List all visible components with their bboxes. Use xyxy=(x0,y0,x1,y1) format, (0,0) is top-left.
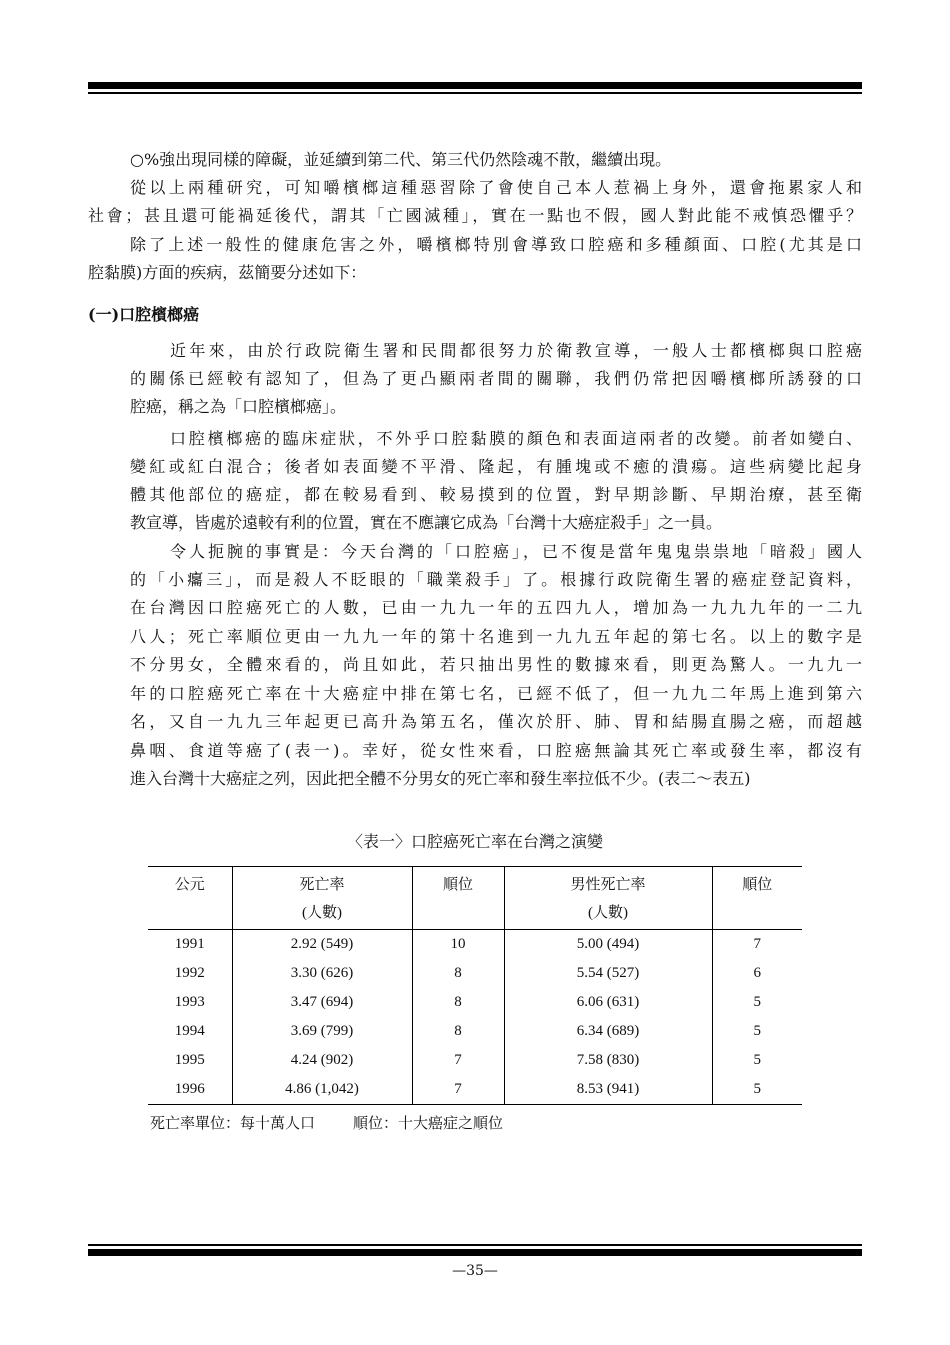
body-line: 社會；甚且還可能禍延後代，謂其「亡國滅種」，實在一點也不假，國人對此能不戒慎恐懼乎？ xyxy=(88,206,862,225)
cell-rank: 7 xyxy=(412,1046,504,1075)
mortality-table xyxy=(148,866,802,1105)
body-line: 從以上兩種研究，可知嚼檳榔這種惡習除了會使自己本人惹禍上身外，還會拖累家人和 xyxy=(130,178,862,197)
cell-year: 1996 xyxy=(148,1075,232,1105)
table-header-row xyxy=(148,867,802,930)
cell-male-rate: 5.00 (494) xyxy=(504,930,712,960)
section-heading: (一)口腔檳榔癌 xyxy=(88,305,200,324)
top-rule-thin xyxy=(88,92,862,94)
cell-year: 1991 xyxy=(174,936,205,952)
cell-year: 1995 xyxy=(174,1052,205,1068)
section-line: 腔癌，稱之為「口腔檳榔癌」。 xyxy=(130,397,347,416)
cell-rank: 8 xyxy=(412,988,504,1017)
cell-male-rank: 7 xyxy=(712,930,802,960)
section-line: 八人；死亡率順位更由一九九一年的第十名進到一九九五年起的第七名。以上的數字是 xyxy=(130,627,862,646)
table-row xyxy=(148,1017,802,1046)
body-line: ○%強出現同樣的障礙，並延續到第二代、第三代仍然陰魂不散，繼續出現。 xyxy=(130,150,672,169)
cell-rank: 7 xyxy=(412,1075,504,1105)
cell-rate: 4.86 (1,042) xyxy=(232,1075,412,1105)
body-line: 腔黏膜)方面的疾病，茲簡要分述如下： xyxy=(88,263,367,282)
cell-male-rate: 6.06 (631) xyxy=(504,988,712,1017)
header-male-rate: 男性死亡率 (人數) xyxy=(504,867,712,930)
cell-rank: 8 xyxy=(412,959,504,988)
bottom-rule-thick xyxy=(88,1249,862,1256)
note-rank: 順位：十大癌症之順位 xyxy=(353,1114,504,1132)
header-male-rank: 順位 xyxy=(712,867,802,930)
section-line: 進入台灣十大癌症之列，因此把全體不分男女的死亡率和發生率拉低不少。(表二～表五) xyxy=(130,769,751,788)
section-line: 年的口腔癌死亡率在十大癌症中排在第七名，已經不低了，但一九九二年馬上進到第六 xyxy=(130,684,862,703)
cell-year: 1992 xyxy=(174,965,205,981)
section-line: 口腔檳榔癌的臨床症狀，不外乎口腔黏膜的顏色和表面這兩者的改變。前者如變白、 xyxy=(170,429,862,448)
section-line: 名，又自一九九三年起更已高升為第五名，僅次於肝、肺、胃和結腸直腸之癌，而超越 xyxy=(130,712,862,731)
cell-rate: 3.69 (799) xyxy=(232,1017,412,1046)
page-number: —35— xyxy=(452,1263,498,1279)
section-line: 的關係已經較有認知了，但為了更凸顯兩者間的關聯，我們仍常把因嚼檳榔所誘發的口 xyxy=(130,369,862,388)
section-line: 在台灣因口腔癌死亡的人數，已由一九九一年的五四九人，增加為一九九九年的一二九 xyxy=(130,598,862,617)
cell-male-rank: 5 xyxy=(712,1075,802,1105)
section-line: 變紅或紅白混合；後者如表面變不平滑、隆起，有腫塊或不癒的潰瘍。這些病變比起身 xyxy=(130,457,862,476)
body-line: 除了上述一般性的健康危害之外，嚼檳榔特別會導致口腔癌和多種顏面、口腔(尤其是口 xyxy=(130,235,862,254)
cell-male-rate: 6.34 (689) xyxy=(504,1017,712,1046)
cell-rate: 3.47 (694) xyxy=(232,988,412,1017)
table-caption: 〈表一〉口腔癌死亡率在台灣之演變 xyxy=(346,832,603,851)
table-row xyxy=(148,1046,802,1075)
cell-male-rank: 5 xyxy=(712,1046,802,1075)
cell-rank: 8 xyxy=(412,1017,504,1046)
section-line: 近年來，由於行政院衛生署和民間都很努力於衛教宣導，一般人士都檳榔與口腔癌 xyxy=(170,341,862,360)
section-line: 體其他部位的癌症，都在較易看到、較易摸到的位置，對早期診斷、早期治療，甚至衛 xyxy=(130,485,862,504)
note-unit: 死亡率單位：每十萬人口 xyxy=(150,1114,316,1132)
table-row xyxy=(148,930,802,960)
section-line: 鼻咽、食道等癌了(表一)。幸好，從女性來看，口腔癌無論其死亡率或發生率，都沒有 xyxy=(130,741,862,760)
cell-rate: 3.30 (626) xyxy=(232,959,412,988)
table-row xyxy=(148,1075,802,1105)
header-rank: 順位 xyxy=(412,867,504,930)
cell-year: 1994 xyxy=(174,1023,205,1039)
cell-male-rank: 6 xyxy=(712,959,802,988)
section-line: 令人扼腕的事實是：今天台灣的「口腔癌」，已不復是當年鬼鬼祟祟地「暗殺」國人 xyxy=(170,542,862,561)
top-rule-thick xyxy=(88,82,862,89)
cell-year: 1993 xyxy=(174,994,205,1010)
table-row xyxy=(148,959,802,988)
cell-rate: 4.24 (902) xyxy=(232,1046,412,1075)
cell-male-rate: 8.53 (941) xyxy=(504,1075,712,1105)
cell-male-rate: 5.54 (527) xyxy=(504,959,712,988)
header-death-rate: 死亡率 (人數) xyxy=(232,867,412,930)
section-line: 不分男女，全體來看的，尚且如此，若只抽出男性的數據來看，則更為驚人。一九九一 xyxy=(130,655,862,674)
cell-male-rank: 5 xyxy=(712,988,802,1017)
cell-male-rank: 5 xyxy=(712,1017,802,1046)
cell-male-rate: 7.58 (830) xyxy=(504,1046,712,1075)
section-line: 的「小癟三」，而是殺人不眨眼的「職業殺手」了。根據行政院衛生署的癌症登記資料， xyxy=(130,570,862,589)
cell-rank: 10 xyxy=(412,930,504,960)
bottom-rule-thin xyxy=(88,1244,862,1246)
header-year: 公元 xyxy=(148,867,232,930)
cell-rate: 2.92 (549) xyxy=(232,930,412,960)
table-row xyxy=(148,988,802,1017)
section-line: 教宣導，皆處於遠較有利的位置，實在不應讓它成為「台灣十大癌症殺手」之一員。 xyxy=(130,513,723,532)
table-note xyxy=(150,1112,503,1133)
